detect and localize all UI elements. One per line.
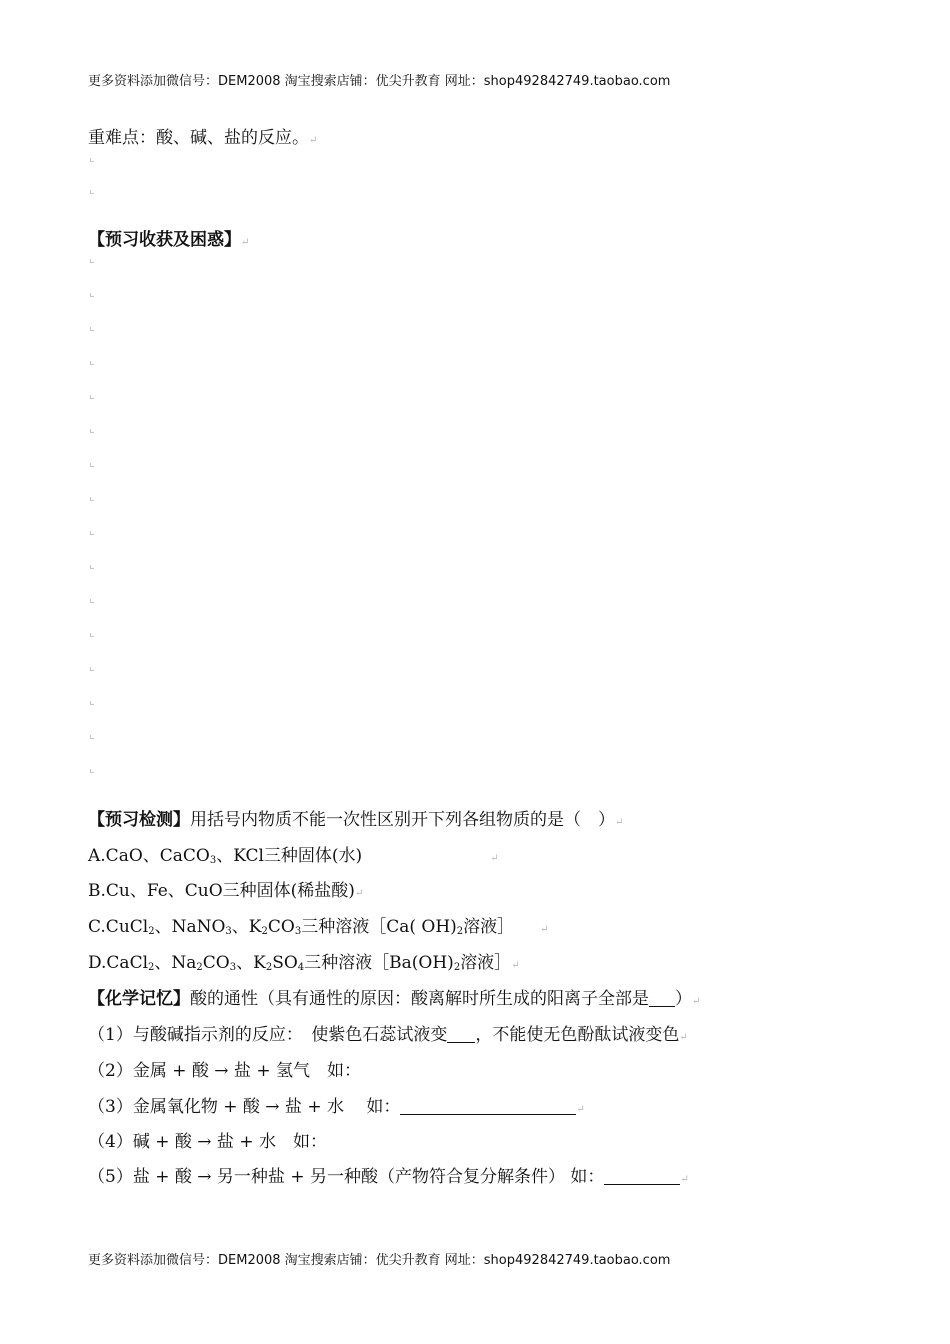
paragraph-mark	[90, 565, 94, 569]
paragraph-mark	[90, 190, 94, 194]
check-heading: 【预习检测】	[88, 810, 190, 830]
paragraph-mark	[90, 599, 94, 603]
paragraph-mark	[90, 327, 94, 331]
paragraph-mark	[90, 259, 94, 263]
preview-heading: 【预习收获及困惑】↵	[88, 230, 250, 250]
paragraph-mark: ↵	[309, 135, 318, 146]
paragraph-mark	[90, 361, 94, 365]
answer-blank[interactable]	[649, 990, 675, 1007]
option-c: C.CuCl$_2$、NaNO$_3$、$K_2CO_3$三种溶液［Ca( $OH)_2$溶液］ ↵	[88, 917, 549, 937]
paragraph-mark	[90, 667, 94, 671]
memory-item-1: （1）与酸碱指示剂的反应： 使紫色石蕊试液变 ，不能使无色酚酞试液变色↵	[88, 1025, 688, 1045]
paragraph-mark	[90, 158, 94, 162]
answer-blank[interactable]	[604, 1168, 680, 1185]
answer-blank[interactable]	[447, 1026, 475, 1043]
memory-item-5: （5）盐 + 酸 → 另一种盐 + 另一种酸（产物符合复分解条件） 如： ↵	[88, 1167, 689, 1187]
paragraph-mark	[90, 531, 94, 535]
paragraph-mark	[90, 769, 94, 773]
paragraph-mark	[90, 395, 94, 399]
answer-blank[interactable]	[400, 1098, 576, 1115]
paragraph-mark	[90, 463, 94, 467]
memory-heading: 【化学记忆】	[88, 989, 190, 1009]
memory-intro: 【化学记忆】酸的通性（具有通性的原因：酸离解时所生成的阳离子全部是 ）↵	[88, 989, 701, 1009]
option-b: B.Cu、Fe、CuO三种固体(稀盐酸)↵	[88, 881, 364, 901]
paragraph-mark	[90, 701, 94, 705]
difficulty-text: 重难点：酸、碱、盐的反应。	[88, 128, 309, 148]
memory-item-4: （4）碱 + 酸 → 盐 + 水 如：	[88, 1132, 327, 1152]
check-question-text: 用括号内物质不能一次性区别开下列各组物质的是（ ）	[190, 810, 615, 830]
paragraph-mark	[90, 293, 94, 297]
paragraph-mark	[90, 429, 94, 433]
page-header: 更多资料添加微信号：DEM2008 淘宝搜索店铺：优尖升教育 网址：shop492842749.taobao.com	[88, 74, 671, 89]
paragraph-mark	[90, 497, 94, 501]
check-question: 【预习检测】用括号内物质不能一次性区别开下列各组物质的是（ ）↵	[88, 810, 624, 830]
paragraph-mark	[90, 633, 94, 637]
option-a: A.CaO、CaCO$_3$、KCl三种固体(水) ↵	[88, 846, 499, 866]
page-footer: 更多资料添加微信号：DEM2008 淘宝搜索店铺：优尖升教育 网址：shop492842749.taobao.com	[88, 1253, 671, 1268]
memory-item-2: （2）金属 + 酸 → 盐 + 氢气 如：	[88, 1061, 361, 1081]
difficulty-line	[88, 127, 317, 152]
memory-item-3: （3）金属氧化物 + 酸 → 盐 + 水 如： ↵	[88, 1097, 585, 1117]
option-d: D.CaCl$_2$、$Na_2CO_3$、$K_2SO_4$三种溶液$[Ba(OH)_2$溶液］↵	[88, 953, 520, 973]
paragraph-mark	[90, 735, 94, 739]
